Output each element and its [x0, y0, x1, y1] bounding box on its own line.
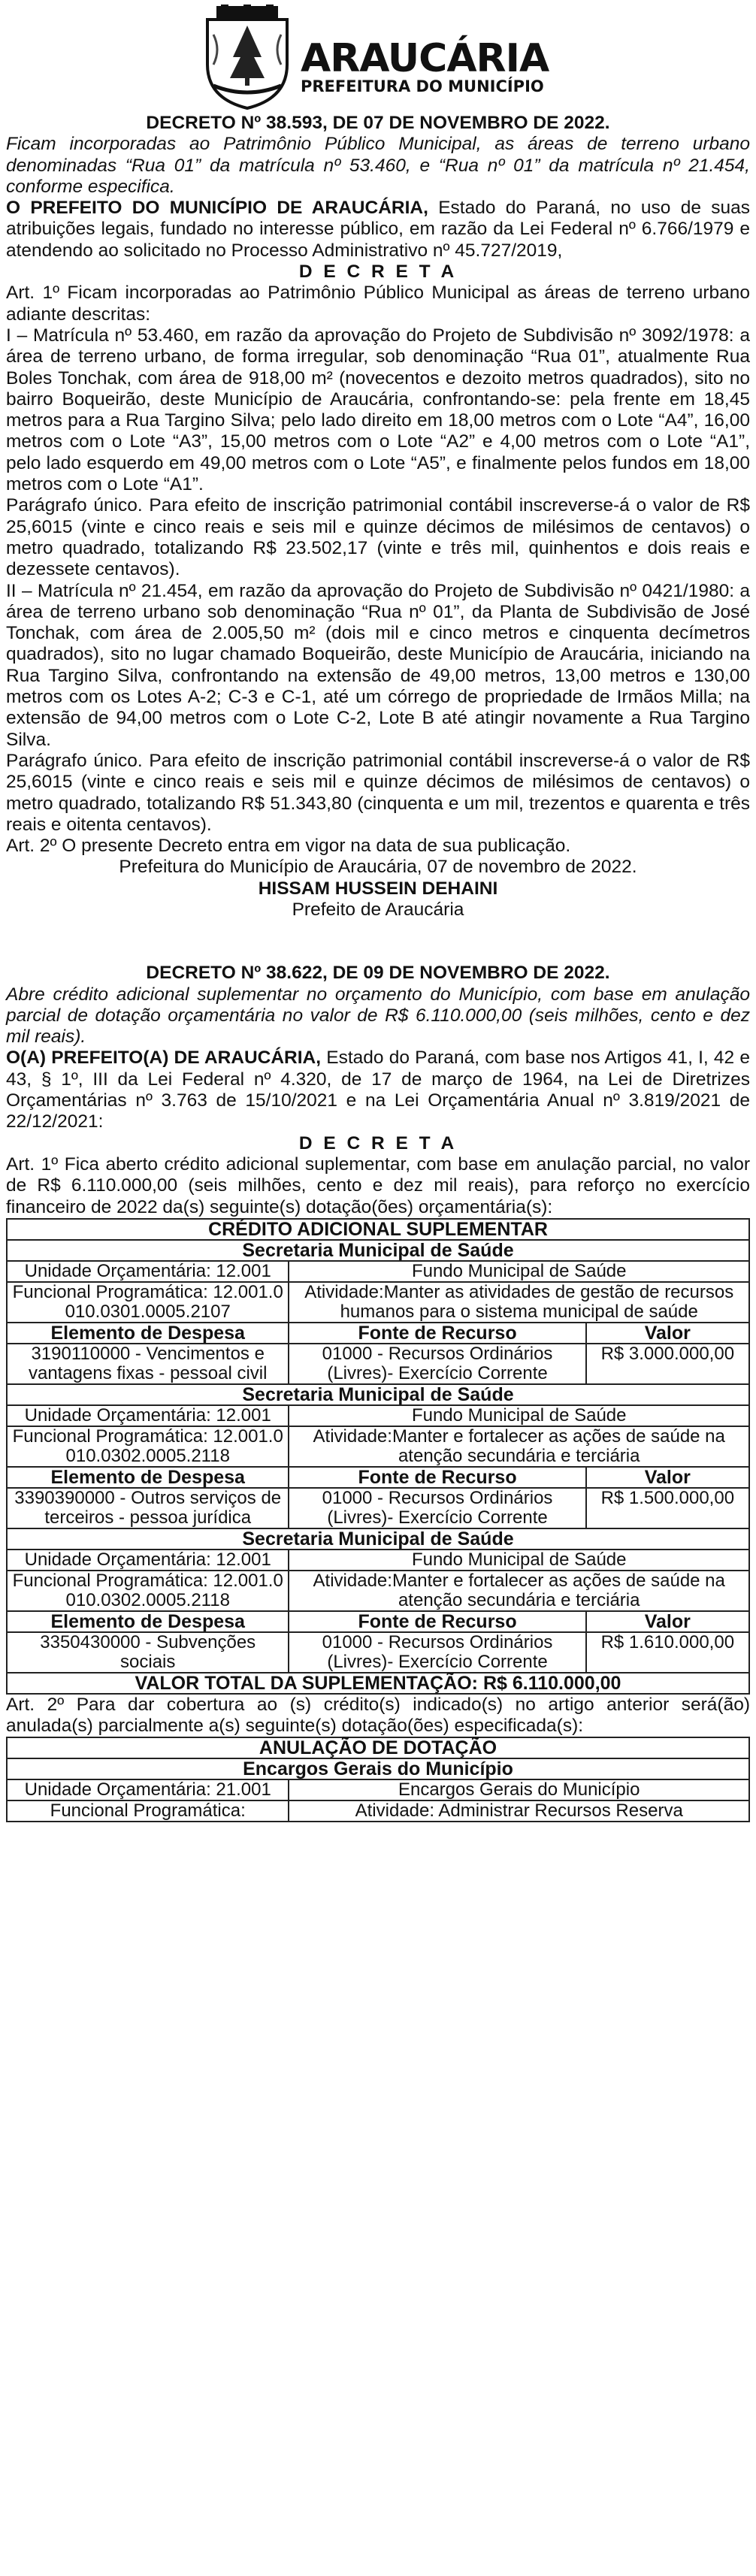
col-header-valor: Valor	[586, 1323, 749, 1344]
col-header-fonte: Fonte de Recurso	[289, 1611, 585, 1632]
paragraph: Art. 2º Para dar cobertura ao (s) crédito(s) indicado(s) no artigo anterior será(ão) anulada(s) parcialmente a(s) seguinte(s) dotação(ões) especificada(s):	[6, 1694, 750, 1737]
municipal-coat-of-arms-icon	[200, 5, 295, 110]
decree-title: DECRETO Nº 38.593, DE 07 DE NOVEMBRO DE 2022.	[146, 113, 610, 133]
paragraph: Parágrafo único. Para efeito de inscrição patrimonial contábil inscreverse-á o valor de R$ 25,6015 (vinte e cinco reais e seis mil e quinze décimos de milésimos de centavos) o metro quadrado, totalizando R$ 23.502,17 (vinte e três mil, quinhentos e dois reais e dezessete centavos).	[6, 495, 750, 580]
paragraph: Art. 1º Ficam incorporadas ao Patrimônio Público Municipal as áreas de terreno urbano adiante descritas:	[6, 283, 750, 325]
unidade-value: Fundo Municipal de Saúde	[289, 1405, 749, 1426]
decree-title: DECRETO Nº 38.622, DE 09 DE NOVEMBRO DE 2022.	[146, 963, 610, 984]
paragraph: Art. 1º Fica aberto crédito adicional suplementar, com base em anulação parcial, no valor de R$ 6.110.000,00 (seis milhões, cento e dez mil reais), para reforço no exercício financeiro de 2022 da(s) seguinte(s) dotação(ões) orçamentária(s):	[6, 1153, 750, 1217]
funcional-label: Funcional Programática: 12.001.0010.0302.0005.2118	[7, 1571, 289, 1611]
secretaria-row: Secretaria Municipal de Saúde	[7, 1240, 749, 1261]
authority-text: Estado do Paraná, com base nos Artigos 41, I, 42 e 43, § 1º, III da Lei Federal nº 4.320, de 17 de março de 1964, na Lei de Diretrizes Orçamentárias nº 3.763 de 15/10/2021 e na Lei Orçamentária Anual nº 3.819/2021 de 22/12/2021:	[6, 1048, 750, 1132]
masthead	[6, 0, 750, 113]
elemento-cell: 3390390000 - Outros serviços de terceiros - pessoa jurídica	[7, 1488, 289, 1528]
paragraph: I – Matrícula nº 53.460, em razão da aprovação do Projeto de Subdivisão nº 3092/1978: a área de terreno urbano, de forma irregular, sob denominação “Rua 01”, atualmente Rua Boles Tonchak, com área de 918,00 m² (novecentos e dezoito metros quadrados), sito no bairro Boqueirão, deste Município de Araucária, confrontando-se: pela frente em 18,45 metros para a Rua Targino Silva; pelo lado direito em 18,00 metros com o Lote “A4”, 16,00 metros com o Lote “A3”, 15,00 metros com o Lote “A2” e 4,00 metros com o Lote “A1”, pelo lado esquerdo em 49,00 metros com o Lote “A5”, e finalmente pelos fundos em 18,00 metros com o Lote “A1”.	[6, 325, 750, 495]
total-row: VALOR TOTAL DA SUPLEMENTAÇÃO: R$ 6.110.000,00	[7, 1673, 749, 1694]
funcional-value: Atividade:Manter e fortalecer as ações de saúde na atenção secundária e terciária	[289, 1426, 749, 1467]
fonte-cell: 01000 - Recursos Ordinários (Livres)- Exercício Corrente	[289, 1488, 585, 1528]
city-subtitle: PREFEITURA DO MUNICÍPIO	[301, 77, 544, 95]
elemento-cell: 3190110000 - Vencimentos e vantagens fixas - pessoal civil	[7, 1344, 289, 1384]
funcional-value: Atividade:Manter e fortalecer as ações de saúde na atenção secundária e terciária	[289, 1571, 749, 1611]
col-header-fonte: Fonte de Recurso	[289, 1467, 585, 1488]
funcional-label: Funcional Programática: 12.001.0010.0301.0005.2107	[7, 1282, 289, 1323]
valor-cell: R$ 1.500.000,00	[586, 1488, 749, 1528]
col-header-elemento: Elemento de Despesa	[7, 1323, 289, 1344]
signer-name: HISSAM HUSSEIN DEHAINI	[258, 878, 498, 899]
authority-bold: O PREFEITO DO MUNICÍPIO DE ARAUCÁRIA,	[6, 198, 428, 219]
funcional-label: Funcional Programática:	[7, 1800, 289, 1822]
funcional-value: Atividade: Administrar Recursos Reserva	[289, 1800, 749, 1822]
decree-38593	[6, 113, 750, 1822]
unidade-label: Unidade Orçamentária: 12.001	[7, 1405, 289, 1426]
paragraph: II – Matrícula nº 21.454, em razão da aprovação do Projeto de Subdivisão nº 0421/1980: a área de terreno urbano sob denominação “Rua nº 01”, da Planta de Subdivisão de José Tonchak, com área de 2.005,50 m² (dois mil e cinco metros e cinquenta decímetros quadrados), sito no lugar chamado Boqueirão, deste Município de Araucária, iniciando na Rua Targino Silva, confrontando na extensão de 49,00 metros, 13,00 metros e 130,00 metros com os Lotes A-2; C-3 e C-1, até um córrego de propriedade de Irmãos Milla; na extensão de 94,00 metros com o Lote C-2, Lote B até atingir novamente a Rua Targino Silva.	[6, 580, 750, 750]
valor-cell: R$ 3.000.000,00	[586, 1344, 749, 1384]
secretaria-row: Secretaria Municipal de Saúde	[7, 1384, 749, 1405]
annulment-table	[6, 1737, 750, 1822]
table-title: ANULAÇÃO DE DOTAÇÃO	[7, 1737, 749, 1758]
unidade-label: Unidade Orçamentária: 12.001	[7, 1550, 289, 1571]
table-title: CRÉDITO ADICIONAL SUPLEMENTAR	[7, 1219, 749, 1240]
col-header-valor: Valor	[586, 1467, 749, 1488]
col-header-elemento: Elemento de Despesa	[7, 1467, 289, 1488]
fonte-cell: 01000 - Recursos Ordinários (Livres)- Exercício Corrente	[289, 1632, 585, 1673]
decree-authority	[6, 1048, 750, 1132]
place-date: Prefeitura do Município de Araucária, 07 de novembro de 2022.	[119, 857, 637, 878]
decreta-heading: D E C R E T A	[298, 262, 458, 283]
secretaria-row: Encargos Gerais do Município	[7, 1758, 749, 1779]
paragraph: Art. 2º O presente Decreto entra em vigor na data de sua publicação.	[6, 836, 571, 857]
funcional-value: Atividade:Manter as atividades de gestão de recursos humanos para o sistema municipal de saúde	[289, 1282, 749, 1323]
city-name: ARAUCÁRIA	[301, 36, 549, 81]
secretaria-row: Secretaria Municipal de Saúde	[7, 1528, 749, 1550]
authority-text: Estado do Paraná, no uso de suas atribuições legais, fundado no interesse público, em razão da Lei Federal nº 6.766/1979 e atendendo ao solicitado no Processo Administrativo nº 45.727/2019,	[6, 198, 750, 261]
unidade-value: Fundo Municipal de Saúde	[289, 1261, 749, 1282]
supplementary-credit-table	[6, 1218, 750, 1695]
unidade-value: Fundo Municipal de Saúde	[289, 1550, 749, 1571]
authority-bold: O(A) PREFEITO(A) DE ARAUCÁRIA,	[6, 1048, 322, 1069]
brand	[301, 36, 549, 95]
col-header-elemento: Elemento de Despesa	[7, 1611, 289, 1632]
unidade-label: Unidade Orçamentária: 12.001	[7, 1261, 289, 1282]
funcional-label: Funcional Programática: 12.001.0010.0302.0005.2118	[7, 1426, 289, 1467]
paragraph: Parágrafo único. Para efeito de inscrição patrimonial contábil inscreverse-á o valor de R$ 25,6015 (vinte e cinco reais e seis mil e quinze décimos de milésimos de centavos) o metro quadrado, totalizando R$ 51.343,80 (cinquenta e um mil, trezentos e quarenta e três reais e oitenta centavos).	[6, 750, 750, 835]
col-header-fonte: Fonte de Recurso	[289, 1323, 585, 1344]
elemento-cell: 3350430000 - Subvenções sociais	[7, 1632, 289, 1673]
unidade-label: Unidade Orçamentária: 21.001	[7, 1779, 289, 1800]
decreta-heading: D E C R E T A	[298, 1132, 458, 1153]
valor-cell: R$ 1.610.000,00	[586, 1632, 749, 1673]
page	[6, 0, 750, 1822]
unidade-value: Encargos Gerais do Município	[289, 1779, 749, 1800]
fonte-cell: 01000 - Recursos Ordinários (Livres)- Exercício Corrente	[289, 1344, 585, 1384]
decree-summary: Ficam incorporadas ao Patrimônio Público Municipal, as áreas de terreno urbano denominadas “Rua 01” da matrícula nº 53.460, e “Rua nº 01” da matrícula nº 21.454, conforme especifica.	[6, 134, 750, 197]
decree-authority	[6, 198, 750, 262]
decree-summary: Abre crédito adicional suplementar no orçamento do Município, com base em anulação parcial de dotação orçamentária no valor de R$ 6.110.000,00 (seis milhões, cento e dez mil reais).	[6, 984, 750, 1048]
signer-role: Prefeito de Araucária	[292, 899, 464, 920]
col-header-valor: Valor	[586, 1611, 749, 1632]
